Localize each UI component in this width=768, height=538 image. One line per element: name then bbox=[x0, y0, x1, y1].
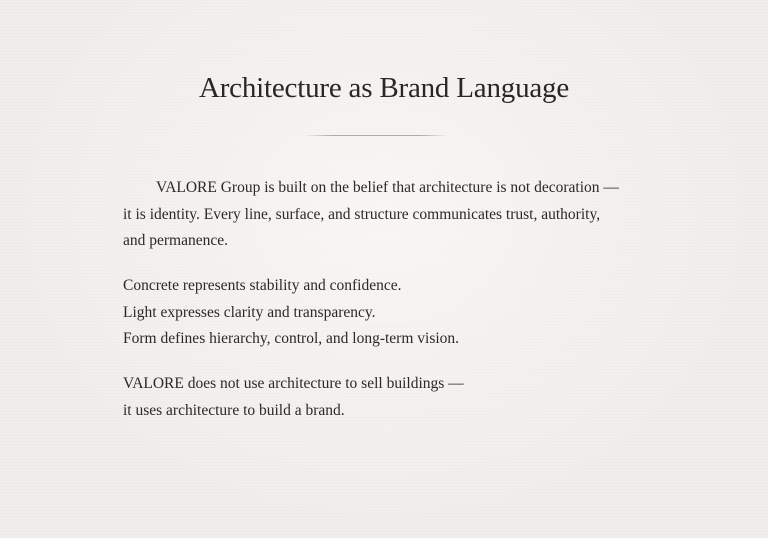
paragraph-materials bbox=[123, 273, 683, 353]
paragraph-line: VALORE does not use architecture to sell buildings — bbox=[123, 375, 464, 392]
title-divider bbox=[304, 135, 448, 136]
paragraph-intro bbox=[123, 175, 683, 255]
paragraph-line: and permanence. bbox=[123, 232, 228, 249]
paragraph-line: VALORE Group is built on the belief that architecture is not decoration — bbox=[156, 179, 619, 196]
page-title: Architecture as Brand Language bbox=[198, 72, 570, 104]
paragraph-line: Concrete represents stability and confidence. bbox=[123, 277, 402, 294]
paragraph-conclusion bbox=[123, 371, 683, 424]
paragraph-line: Form defines hierarchy, control, and long-term vision. bbox=[123, 330, 460, 347]
paragraph-line: it uses architecture to build a brand. bbox=[123, 401, 345, 419]
paragraph-line: it is identity. Every line, surface, and structure communicates trust, authority, bbox=[123, 205, 601, 223]
paragraph-line: Light expresses clarity and transparency. bbox=[123, 303, 376, 321]
